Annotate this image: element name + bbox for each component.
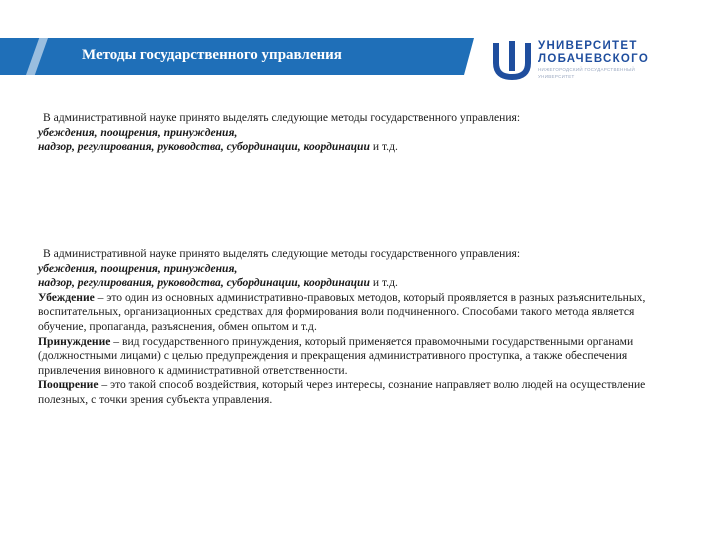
- methods-summary: [38, 111, 678, 155]
- logo-text-line3: НИЖЕГОРОДСКИЙ ГОСУДАРСТВЕННЫЙ УНИВЕРСИТЕТ: [538, 67, 635, 79]
- term-coercion: Принуждение: [38, 334, 111, 348]
- logo-text-line1: УНИВЕРСИТЕТ: [538, 40, 638, 52]
- intro-text: В административной науке принято выделять следующие методы государственного управления:: [43, 247, 521, 260]
- methods-list-line1: [38, 126, 678, 141]
- logo-text-line2: ЛОБАЧЕВСКОГО: [538, 53, 650, 65]
- methods-list-line2: [38, 140, 678, 155]
- unn-logo-icon: [492, 39, 532, 81]
- definition-persuasion: [38, 291, 678, 335]
- university-logo: [492, 38, 672, 82]
- methods-list-text: надзор, регулирования, руководства, субординации, координации: [38, 140, 370, 154]
- methods-list-text: убеждения, поощрения, принуждения,: [38, 261, 238, 275]
- methods-list-line2: [38, 276, 678, 291]
- definition-coercion: [38, 335, 678, 379]
- methods-list-tail: и т.д.: [372, 276, 398, 290]
- term-encouragement: Поощрение: [38, 378, 99, 392]
- intro-text: В административной науке принято выделять следующие методы государственного управления:: [43, 111, 521, 124]
- definition-text: – это один из основных административно-правовых методов, который проявляется в разных разъяснительных, воспитательных, организационных средствах для формирования воли подчиненного. Способами такого метода является обучение, пропаганда, разъяснения, обмен опытом и т.д.: [38, 290, 646, 333]
- page-title: Методы государственного управления: [82, 47, 342, 63]
- definition-encouragement: [38, 378, 678, 407]
- definition-text: – вид государственного принуждения, который применяется правомочными государственными органами (должностными лицами) с целью предупреждения и прекращения административного проступка, а также обеспечения привлечения виновного к административной ответственности.: [38, 334, 634, 377]
- methods-list-line1: [38, 262, 678, 277]
- term-persuasion: Убеждение: [38, 290, 95, 304]
- methods-list-text: убеждения, поощрения, принуждения,: [38, 125, 238, 139]
- definition-text: – это такой способ воздействия, который через интересы, сознание направляет волю людей на осуществление полезных, с точки зрения субъекта управления.: [38, 378, 646, 406]
- methods-list-tail: и т.д.: [372, 140, 398, 154]
- methods-list-text: надзор, регулирования, руководства, субординации, координации: [38, 276, 370, 290]
- methods-definitions: [38, 247, 678, 408]
